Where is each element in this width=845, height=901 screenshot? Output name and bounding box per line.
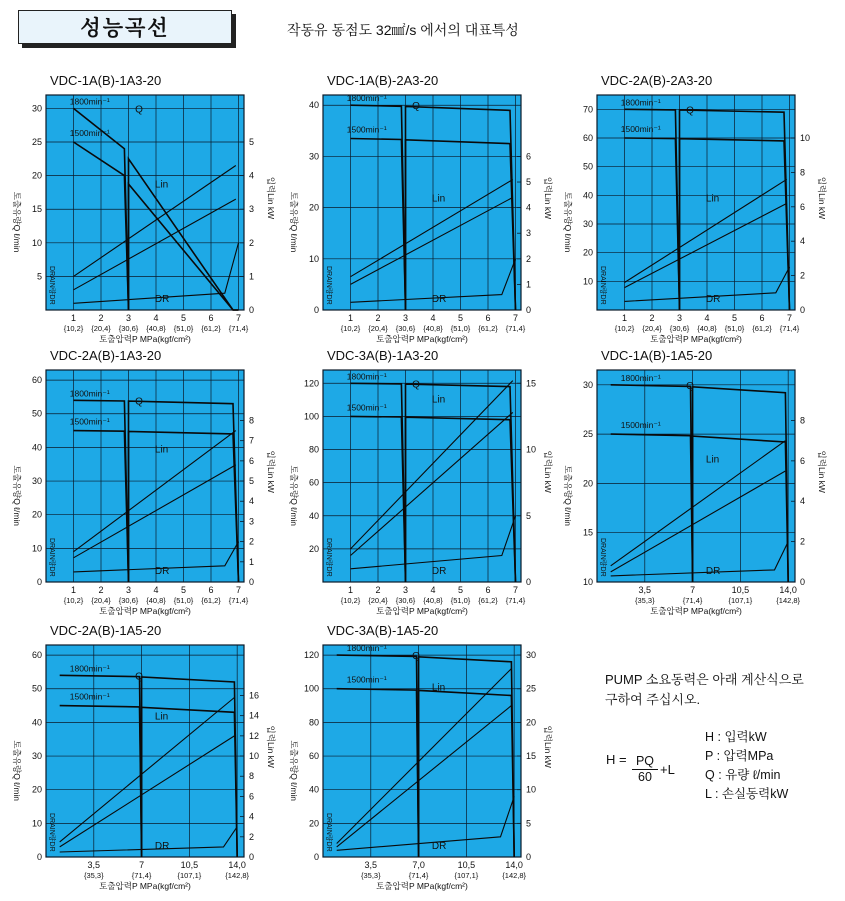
- chart-6-lin-tick-label: 4: [800, 496, 806, 507]
- chart-6-q-tick-label: 10: [582, 577, 593, 587]
- chart-7-lin-tick-label: 12: [249, 730, 260, 741]
- chart-2-q-axis-label: 토출유량Q ℓ/min: [289, 191, 299, 253]
- chart-7-q-tick-label: 0: [36, 852, 42, 862]
- formula-denominator: 60: [638, 770, 652, 784]
- chart-8-lin-tick-label: 0: [526, 852, 532, 862]
- chart-1-x-tick-label: 1: [70, 313, 77, 323]
- chart-3-x-tick-label: 1: [621, 313, 628, 323]
- chart-4-lin-tick-label: 6: [249, 455, 255, 466]
- chart-2-lin-tick-label: 0: [526, 305, 532, 315]
- chart-7-q-tick-label: 10: [31, 818, 42, 829]
- chart-8-q-tick-label: 120: [303, 650, 319, 661]
- chart-1-q-tick-label: 5: [36, 271, 42, 282]
- chart-3-x-sub-tick-label: {30,6}: [669, 324, 690, 333]
- chart-3-x-sub-tick-label: {10,2}: [614, 324, 635, 333]
- chart-5-rpm-high-label: 1800min⁻¹: [346, 371, 387, 382]
- chart-4-lin-tick-label: 3: [249, 516, 255, 527]
- chart-3-q-tick-label: 20: [582, 247, 593, 258]
- chart-4-x-sub-tick-label: {51,0}: [173, 596, 194, 605]
- chart-1-drain-label: DRAIN량DR: [48, 266, 55, 305]
- chart-4-lin-tick-label: 0: [249, 577, 255, 587]
- chart-8-lin-tick-label: 5: [526, 818, 532, 829]
- chart-6-q-tick-label: 20: [582, 478, 593, 489]
- legend-q: Q : 유량 ℓ/min: [705, 768, 781, 782]
- chart-7-q-tick-label: 20: [31, 784, 42, 795]
- chart-1-title: VDC-1A(B)-1A3-20: [50, 73, 162, 88]
- chart-3-q-axis-label: 토출유량Q ℓ/min: [563, 191, 573, 253]
- chart-7-x-sub-tick-label: {35,3}: [83, 871, 104, 880]
- chart-4-x-sub-tick-label: {61,2}: [201, 596, 221, 605]
- chart-5-x-tick-label: 1: [347, 585, 354, 595]
- chart-8-q-label: Q: [412, 651, 420, 663]
- chart-3-x-sub-tick-label: {71,4}: [779, 324, 800, 333]
- chart-5-q-tick-label: 20: [308, 543, 319, 554]
- chart-8-x-sub-tick-label: {35,3}: [360, 871, 381, 880]
- chart-5-x-sub-tick-label: {51,0}: [450, 596, 471, 605]
- chart-8-lin-tick-label: 25: [526, 683, 537, 694]
- chart-4-rpm-low-label: 1500min⁻¹: [69, 416, 110, 427]
- chart-7-q-tick-label: 60: [31, 650, 42, 661]
- chart-5-x-tick-label: 3: [402, 585, 409, 595]
- chart-3-x-sub-tick-label: {61,2}: [752, 324, 772, 333]
- chart-3-x-sub-tick-label: {20,4}: [642, 324, 662, 333]
- chart-1-x-tick-label: 3: [125, 313, 132, 323]
- chart-6-x-sub-tick-label: {35,3}: [634, 596, 655, 605]
- chart-8-q-tick-label: 60: [308, 751, 319, 762]
- chart-3-drain-label: DRAIN량DR: [599, 266, 606, 305]
- chart-8-x-sub-tick-label: {107,1}: [454, 871, 479, 880]
- chart-4-q-label: Q: [135, 396, 143, 408]
- chart-7-lin-tick-label: 8: [249, 771, 255, 782]
- chart-6-plot-area: [597, 370, 795, 582]
- chart-6-x-axis-label: 토출압력P MPa(kgf/cm²): [650, 606, 742, 616]
- chart-1-x-sub-tick-label: {20,4}: [91, 324, 111, 333]
- chart-6-lin-axis-label: 입력Lin kW: [817, 450, 827, 493]
- chart-5-q-tick-label: 120: [303, 378, 319, 389]
- chart-5-x-tick-label: 4: [430, 585, 436, 595]
- chart-1-lin-tick-label: 3: [249, 204, 255, 215]
- chart-4-x-tick-label: 4: [153, 585, 159, 595]
- chart-7-lin-tick-label: 2: [249, 831, 255, 842]
- chart-3-q-tick-label: 10: [582, 276, 593, 287]
- legend-p: P : 압력MPa: [705, 749, 774, 763]
- chart-7-x-tick-label: 7: [139, 860, 145, 870]
- chart-8-lin-label: Lin: [431, 682, 446, 694]
- chart-1-x-tick-label: 6: [208, 313, 214, 323]
- chart-1-q-tick-label: 15: [31, 204, 42, 215]
- chart-7-lin-tick-label: 0: [249, 852, 255, 862]
- chart-3-lin-tick-label: 4: [800, 236, 806, 247]
- chart-6-q-axis-label: 토출유량Q ℓ/min: [563, 465, 573, 527]
- chart-2-x-sub-tick-label: {51,0}: [450, 324, 471, 333]
- chart-4-x-tick-label: 6: [208, 585, 214, 595]
- chart-3-x-tick-label: 4: [704, 313, 710, 323]
- chart-7-x-tick-label: 10,5: [180, 860, 199, 870]
- chart-5-x-sub-tick-label: {20,4}: [368, 596, 388, 605]
- chart-2-x-sub-tick-label: {61,2}: [478, 324, 498, 333]
- chart-1-lin-tick-label: 1: [249, 271, 255, 282]
- chart-4-lin-tick-label: 2: [249, 536, 255, 547]
- chart-3-q-tick-label: 50: [582, 161, 593, 172]
- chart-4-dr-label: DR: [154, 566, 170, 577]
- note-line-2: 구하여 주십시오.: [605, 692, 701, 707]
- chart-4-lin-label: Lin: [154, 444, 169, 456]
- chart-2-x-tick-label: 7: [512, 313, 519, 323]
- chart-3-lin-tick-label: 0: [800, 305, 806, 315]
- chart-7-q-axis-label: 토출유량Q ℓ/min: [12, 740, 22, 802]
- chart-8-dr-label: DR: [431, 841, 447, 852]
- chart-4-q-tick-label: 40: [31, 442, 42, 453]
- chart-7-lin-tick-label: 10: [249, 751, 260, 762]
- page-subtitle: 작동유 동점도 32㎟/s 에서의 대표특성: [287, 22, 519, 38]
- chart-2-lin-tick-label: 5: [526, 177, 532, 188]
- chart-5-lin-tick-label: 10: [526, 444, 537, 455]
- chart-2-x-tick-label: 4: [430, 313, 436, 323]
- chart-6-lin-tick-label: 8: [800, 415, 806, 426]
- chart-1-q-tick-label: 20: [31, 170, 42, 181]
- chart-3-x-sub-tick-label: {40,8}: [697, 324, 717, 333]
- chart-8-title: VDC-3A(B)-1A5-20: [327, 623, 439, 638]
- chart-3-q-tick-label: 70: [582, 104, 593, 115]
- chart-7-lin-axis-label: 입력Lin kW: [266, 725, 276, 768]
- chart-1-x-sub-tick-label: {30,6}: [118, 324, 139, 333]
- chart-1-x-sub-tick-label: {51,0}: [173, 324, 194, 333]
- chart-3-q-tick-label: 30: [582, 219, 593, 229]
- chart-3-q-label: Q: [686, 105, 694, 117]
- chart-6-title: VDC-1A(B)-1A5-20: [601, 348, 713, 363]
- chart-2-x-tick-label: 3: [402, 313, 409, 323]
- chart-7-q-tick-label: 50: [31, 683, 42, 694]
- chart-6-lin-label: Lin: [705, 454, 720, 466]
- chart-4-x-sub-tick-label: {30,6}: [118, 596, 139, 605]
- chart-8-q-axis-label: 토출유량Q ℓ/min: [289, 740, 299, 802]
- chart-4-q-axis-label: 토출유량Q ℓ/min: [12, 465, 22, 527]
- chart-4-drain-label: DRAIN량DR: [48, 538, 55, 577]
- chart-3-rpm-high-label: 1800min⁻¹: [620, 97, 661, 108]
- chart-3-lin-label: Lin: [705, 193, 720, 205]
- chart-8-lin-tick-label: 15: [526, 751, 537, 762]
- note-line-1: PUMP 소요동력은 아래 계산식으로: [605, 672, 804, 687]
- chart-6-x-sub-tick-label: {142,8}: [776, 596, 801, 605]
- chart-7-lin-tick-label: 4: [249, 811, 255, 822]
- chart-5-x-sub-tick-label: {71,4}: [505, 596, 526, 605]
- chart-6-x-sub-tick-label: {107,1}: [728, 596, 753, 605]
- chart-1-lin-tick-label: 2: [249, 237, 255, 248]
- chart-2-lin-label: Lin: [431, 193, 446, 205]
- chart-2-rpm-high-label: 1800min⁻¹: [346, 93, 387, 104]
- chart-8-x-tick-label: 7,0: [412, 860, 425, 870]
- chart-6-x-tick-label: 14,0: [779, 585, 797, 595]
- chart-3-x-tick-label: 2: [649, 313, 655, 323]
- chart-5-q-label: Q: [412, 379, 420, 391]
- chart-5-rpm-low-label: 1500min⁻¹: [346, 402, 387, 413]
- chart-2-x-sub-tick-label: {71,4}: [505, 324, 526, 333]
- chart-7-x-axis-label: 토출압력P MPa(kgf/cm²): [99, 881, 191, 891]
- chart-7-dr-label: DR: [154, 841, 170, 852]
- chart-7-drain-label: DRAIN량DR: [48, 813, 55, 852]
- chart-6-lin-tick-label: 0: [800, 577, 806, 587]
- chart-5-x-sub-tick-label: {40,8}: [423, 596, 443, 605]
- chart-4-q-tick-label: 20: [31, 509, 42, 520]
- chart-1-x-sub-tick-label: {71,4}: [228, 324, 249, 333]
- chart-3-x-axis-label: 토출압력P MPa(kgf/cm²): [650, 334, 742, 344]
- chart-5-x-tick-label: 7: [512, 585, 519, 595]
- chart-3-lin-tick-label: 10: [800, 133, 811, 143]
- chart-1-x-axis-label: 토출압력P MPa(kgf/cm²): [99, 334, 191, 344]
- chart-3-x-sub-tick-label: {51,0}: [724, 324, 745, 333]
- chart-8-q-tick-label: 80: [308, 717, 319, 728]
- chart-2-lin-tick-label: 2: [526, 253, 532, 264]
- chart-5-title: VDC-3A(B)-1A3-20: [327, 348, 439, 363]
- chart-5-q-tick-label: 40: [308, 510, 319, 521]
- legend-l: L : 손실동력kW: [705, 787, 789, 801]
- chart-4-lin-tick-label: 5: [249, 476, 255, 487]
- chart-8-lin-tick-label: 30: [526, 650, 537, 661]
- chart-5-x-sub-tick-label: {61,2}: [478, 596, 498, 605]
- chart-8-lin-tick-label: 10: [526, 784, 537, 795]
- chart-2-q-tick-label: 40: [308, 100, 319, 111]
- chart-4-lin-tick-label: 7: [249, 435, 255, 446]
- chart-1-x-tick-label: 7: [235, 313, 242, 323]
- chart-2-x-axis-label: 토출압력P MPa(kgf/cm²): [376, 334, 468, 344]
- chart-6-q-tick-label: 25: [582, 429, 593, 440]
- chart-6-lin-tick-label: 6: [800, 455, 806, 466]
- chart-2-q-tick-label: 0: [313, 305, 319, 315]
- chart-8-drain-label: DRAIN량DR: [325, 813, 332, 852]
- chart-8-lin-axis-label: 입력Lin kW: [543, 725, 553, 768]
- chart-5-lin-tick-label: 5: [526, 510, 532, 521]
- chart-4-q-tick-label: 30: [31, 476, 42, 487]
- chart-7-q-label: Q: [135, 671, 143, 683]
- formula-numerator: PQ: [632, 754, 658, 770]
- chart-3-x-tick-label: 3: [676, 313, 683, 323]
- chart-7-x-sub-tick-label: {142,8}: [225, 871, 250, 880]
- chart-6-q-label: Q: [686, 380, 694, 392]
- chart-1-x-tick-label: 2: [98, 313, 104, 323]
- chart-1-x-sub-tick-label: {61,2}: [201, 324, 221, 333]
- chart-2-x-sub-tick-label: {40,8}: [423, 324, 443, 333]
- chart-7-x-tick-label: 3,5: [87, 860, 101, 870]
- chart-4-lin-tick-label: 1: [249, 556, 255, 567]
- chart-7-q-tick-label: 40: [31, 717, 42, 728]
- chart-1-lin-tick-label: 0: [249, 305, 255, 315]
- chart-1-lin-label: Lin: [154, 179, 169, 191]
- chart-3-q-tick-label: 60: [582, 133, 593, 143]
- chart-7-lin-label: Lin: [154, 711, 169, 723]
- chart-4-x-tick-label: 2: [98, 585, 104, 595]
- chart-2-x-tick-label: 1: [347, 313, 354, 323]
- chart-3-rpm-low-label: 1500min⁻¹: [620, 124, 661, 134]
- chart-4-x-tick-label: 1: [70, 585, 77, 595]
- chart-3-lin-axis-label: 입력Lin kW: [817, 176, 827, 220]
- chart-4-lin-axis-label: 입력Lin kW: [266, 450, 276, 493]
- chart-1-lin-tick-label: 5: [249, 137, 255, 148]
- chart-2-lin-tick-label: 6: [526, 151, 532, 162]
- chart-7-lin-tick-label: 14: [249, 710, 260, 721]
- chart-6-x-tick-label: 7: [690, 585, 696, 595]
- chart-5-x-tick-label: 5: [457, 585, 464, 595]
- chart-7-x-tick-label: 14,0: [228, 860, 246, 870]
- chart-6-x-sub-tick-label: {71,4}: [682, 596, 703, 605]
- chart-1-rpm-low-label: 1500min⁻¹: [69, 128, 110, 139]
- chart-4-x-axis-label: 토출압력P MPa(kgf/cm²): [99, 606, 191, 616]
- chart-2-rpm-low-label: 1500min⁻¹: [346, 124, 387, 135]
- chart-4-q-tick-label: 10: [31, 543, 42, 554]
- chart-2-x-sub-tick-label: {20,4}: [368, 324, 388, 333]
- formula-plus-l: +L: [660, 762, 675, 777]
- chart-7-rpm-low-label: 1500min⁻¹: [69, 691, 110, 702]
- chart-6-x-tick-label: 3,5: [638, 585, 652, 595]
- chart-6-rpm-low-label: 1500min⁻¹: [620, 420, 661, 431]
- chart-4-rpm-high-label: 1800min⁻¹: [69, 388, 110, 399]
- chart-4-x-tick-label: 3: [125, 585, 132, 595]
- chart-1-q-tick-label: 10: [31, 237, 42, 248]
- chart-4-q-tick-label: 60: [31, 375, 42, 386]
- chart-8-rpm-high-label: 1800min⁻¹: [346, 643, 387, 654]
- chart-1-x-tick-label: 5: [180, 313, 187, 323]
- chart-3-lin-tick-label: 6: [800, 201, 806, 212]
- chart-2-x-tick-label: 2: [375, 313, 381, 323]
- chart-2-q-label: Q: [412, 101, 420, 113]
- page-title: 성능곡선: [18, 10, 232, 44]
- chart-4-x-sub-tick-label: {40,8}: [146, 596, 166, 605]
- pump-power-note: [605, 670, 804, 710]
- chart-8-q-tick-label: 100: [303, 683, 319, 694]
- chart-1-q-tick-label: 30: [31, 103, 42, 114]
- chart-6-drain-label: DRAIN량DR: [599, 538, 606, 577]
- chart-3-x-tick-label: 7: [786, 313, 793, 323]
- chart-7-x-sub-tick-label: {107,1}: [177, 871, 202, 880]
- formula-fraction: [632, 754, 658, 784]
- chart-7-q-tick-label: 30: [31, 751, 42, 762]
- chart-8-q-tick-label: 20: [308, 818, 319, 829]
- chart-7-lin-tick-label: 16: [249, 690, 260, 701]
- chart-4-x-sub-tick-label: {20,4}: [91, 596, 111, 605]
- chart-5-dr-label: DR: [431, 566, 447, 577]
- chart-8-lin-tick-label: 20: [526, 717, 537, 728]
- chart-2-lin-tick-label: 4: [526, 202, 532, 213]
- chart-2-x-sub-tick-label: {10,2}: [340, 324, 361, 333]
- chart-1-dr-label: DR: [154, 294, 170, 305]
- chart-2-drain-label: DRAIN량DR: [325, 266, 332, 305]
- chart-2-lin-tick-label: 3: [526, 228, 532, 239]
- chart-5-lin-label: Lin: [431, 394, 446, 406]
- formula-legend: [705, 728, 788, 804]
- chart-5-q-tick-label: 80: [308, 444, 319, 455]
- chart-7-title: VDC-2A(B)-1A5-20: [50, 623, 162, 638]
- chart-5-drain-label: DRAIN량DR: [325, 538, 332, 577]
- chart-1-q-tick-label: 25: [31, 137, 42, 148]
- chart-8-x-sub-tick-label: {71,4}: [408, 871, 429, 880]
- chart-5-x-tick-label: 6: [485, 585, 491, 595]
- chart-5-q-tick-label: 60: [308, 477, 319, 488]
- chart-5-lin-axis-label: 입력Lin kW: [543, 450, 553, 493]
- chart-3-q-tick-label: 40: [582, 190, 593, 201]
- chart-3-x-tick-label: 5: [731, 313, 738, 323]
- chart-6-rpm-high-label: 1800min⁻¹: [620, 372, 661, 383]
- chart-2-x-sub-tick-label: {30,6}: [395, 324, 416, 333]
- chart-2-dr-label: DR: [431, 294, 447, 305]
- chart-5-x-sub-tick-label: {10,2}: [340, 596, 361, 605]
- chart-2-x-tick-label: 6: [485, 313, 491, 323]
- chart-4-q-tick-label: 50: [31, 408, 42, 419]
- chart-2-lin-tick-label: 1: [526, 279, 532, 290]
- chart-5-q-tick-label: 100: [303, 411, 319, 422]
- chart-2-lin-axis-label: 입력Lin kW: [543, 176, 553, 220]
- chart-2-title: VDC-1A(B)-2A3-20: [327, 73, 439, 88]
- chart-6-dr-label: DR: [705, 566, 721, 577]
- chart-4-x-tick-label: 5: [180, 585, 187, 595]
- chart-1-rpm-high-label: 1800min⁻¹: [69, 96, 110, 107]
- chart-1-q-label: Q: [135, 104, 143, 116]
- chart-8-x-sub-tick-label: {142,8}: [502, 871, 527, 880]
- chart-8-q-tick-label: 40: [308, 784, 319, 795]
- chart-1-x-sub-tick-label: {10,2}: [63, 324, 84, 333]
- chart-5-lin-tick-label: 15: [526, 378, 537, 389]
- chart-4-x-tick-label: 7: [235, 585, 242, 595]
- chart-1-x-sub-tick-label: {40,8}: [146, 324, 166, 333]
- chart-1-x-tick-label: 4: [153, 313, 159, 323]
- chart-5-x-axis-label: 토출압력P MPa(kgf/cm²): [376, 606, 468, 616]
- chart-1-q-axis-label: 토출유량Q ℓ/min: [12, 191, 22, 253]
- chart-6-q-tick-label: 15: [582, 527, 593, 538]
- chart-5-x-tick-label: 2: [375, 585, 381, 595]
- chart-6-x-tick-label: 10,5: [731, 585, 750, 595]
- chart-2-q-tick-label: 30: [308, 151, 319, 162]
- chart-3-x-tick-label: 6: [759, 313, 765, 323]
- chart-5-q-axis-label: 토출유량Q ℓ/min: [289, 465, 299, 527]
- chart-4-x-sub-tick-label: {10,2}: [63, 596, 84, 605]
- chart-4-q-tick-label: 0: [36, 577, 42, 587]
- chart-4-lin-tick-label: 8: [249, 415, 255, 426]
- chart-1-lin-axis-label: 입력Lin kW: [266, 176, 276, 220]
- chart-7-x-sub-tick-label: {71,4}: [131, 871, 152, 880]
- legend-h: H : 입력kW: [705, 730, 767, 744]
- chart-4-title: VDC-2A(B)-1A3-20: [50, 348, 162, 363]
- chart-8-x-tick-label: 14,0: [505, 860, 523, 870]
- chart-8-rpm-low-label: 1500min⁻¹: [346, 674, 387, 685]
- chart-8-x-axis-label: 토출압력P MPa(kgf/cm²): [376, 881, 468, 891]
- chart-2-q-tick-label: 20: [308, 202, 319, 213]
- chart-2-q-tick-label: 10: [308, 253, 319, 264]
- chart-8-x-tick-label: 10,5: [457, 860, 476, 870]
- chart-3-lin-tick-label: 2: [800, 270, 806, 281]
- chart-4-x-sub-tick-label: {71,4}: [228, 596, 249, 605]
- chart-3-dr-label: DR: [705, 294, 721, 305]
- chart-4-lin-tick-label: 4: [249, 496, 255, 507]
- chart-7-lin-tick-label: 6: [249, 791, 255, 802]
- chart-5-x-sub-tick-label: {30,6}: [395, 596, 416, 605]
- chart-1-lin-tick-label: 4: [249, 170, 255, 181]
- chart-8-q-tick-label: 0: [313, 852, 319, 862]
- chart-2-x-tick-label: 5: [457, 313, 464, 323]
- formula-h: H =: [606, 752, 627, 767]
- chart-3-lin-tick-label: 8: [800, 167, 806, 178]
- chart-7-rpm-high-label: 1800min⁻¹: [69, 663, 110, 674]
- chart-6-q-tick-label: 30: [582, 379, 593, 390]
- chart-8-x-tick-label: 3,5: [364, 860, 378, 870]
- chart-5-lin-tick-label: 0: [526, 577, 532, 587]
- chart-3-title: VDC-2A(B)-2A3-20: [601, 73, 713, 88]
- chart-6-lin-tick-label: 2: [800, 536, 806, 547]
